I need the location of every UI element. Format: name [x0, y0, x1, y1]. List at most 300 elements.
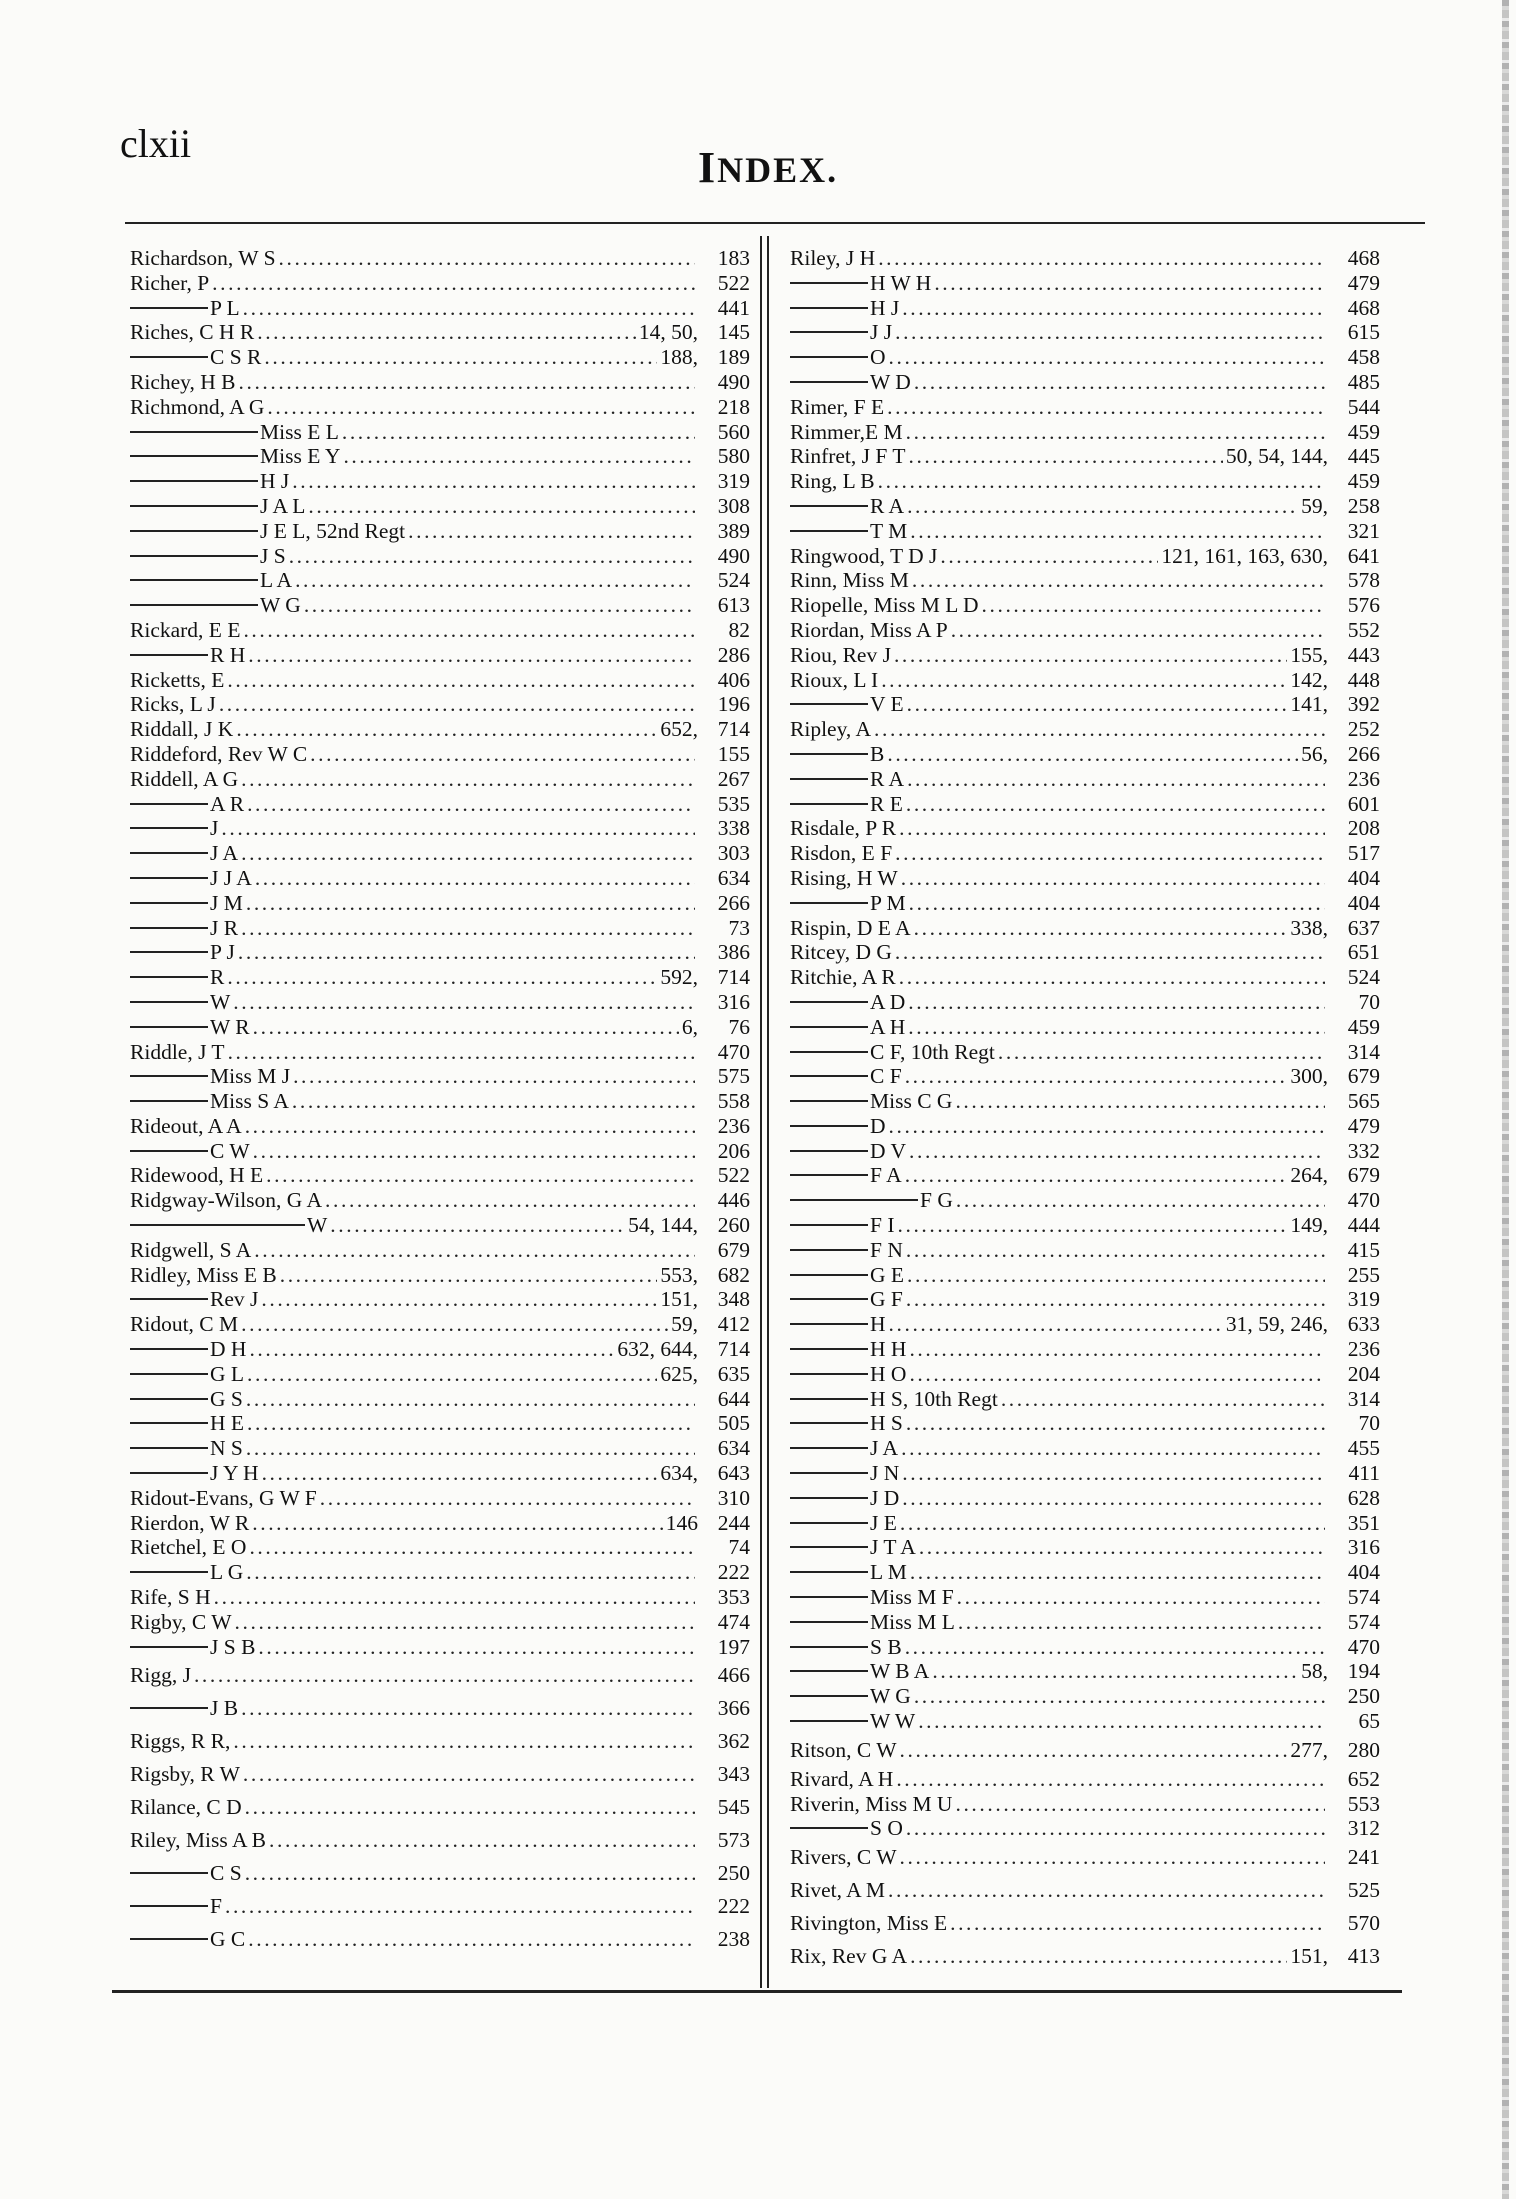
leader-dots [889, 1312, 1223, 1337]
entry-page: 332 [1347, 1138, 1380, 1163]
entry-name: Rigg, J [130, 1663, 191, 1688]
index-entry [790, 1767, 1380, 1792]
index-entry [790, 965, 1380, 990]
entry-extra-pages: 54, 144, [628, 1213, 698, 1238]
leader-dots [900, 1511, 1325, 1536]
leader-dots [261, 1287, 657, 1312]
entry-page: 70 [1358, 1411, 1380, 1436]
index-entry [790, 1387, 1380, 1412]
leader-dots [252, 1511, 663, 1536]
entry-name: F N [870, 1237, 903, 1262]
index-entry [130, 1610, 750, 1635]
leader-dots [887, 742, 1298, 767]
entry-page: 258 [1347, 493, 1380, 518]
entry-name: Riverin, Miss M U [790, 1791, 953, 1816]
leader-dots [255, 866, 695, 891]
entry-page: 714 [717, 717, 750, 742]
entry-extra-pages: 59, [1301, 493, 1328, 518]
entry-name: P M [870, 890, 906, 915]
ditto-dash [130, 1001, 208, 1003]
entry-name: W G [260, 593, 301, 618]
entry-name: H J [260, 469, 290, 494]
entry-name: Ricks, L J [130, 692, 216, 717]
leader-dots [895, 320, 1325, 345]
entry-page: 194 [1347, 1659, 1380, 1684]
leader-dots [956, 1188, 1325, 1213]
index-entry [130, 1857, 750, 1890]
ditto-dash [790, 307, 868, 309]
entry-page: 316 [717, 989, 750, 1014]
entry-name: A D [870, 989, 906, 1014]
entry-name: J E [870, 1510, 897, 1535]
leader-dots [243, 618, 695, 643]
entry-name: Miss M J [210, 1064, 291, 1089]
leader-dots [895, 841, 1325, 866]
entry-name: Ridley, Miss E B [130, 1262, 277, 1287]
ditto-dash [130, 431, 258, 433]
index-entry [130, 1089, 750, 1114]
entry-page: 389 [717, 518, 750, 543]
leader-dots [898, 1213, 1288, 1238]
entry-name: Riordan, Miss A P [790, 617, 948, 642]
entry-name: Miss E L [260, 419, 339, 444]
entry-extra-pages: 58, [1301, 1659, 1328, 1684]
index-entry [790, 792, 1380, 817]
index-entry [790, 1163, 1380, 1188]
entry-name: Riggs, R R, [130, 1729, 231, 1754]
index-entry [130, 1188, 750, 1213]
leader-dots [245, 1791, 695, 1824]
entry-name: H E [210, 1411, 245, 1436]
ditto-dash [130, 1224, 305, 1226]
entry-name: H [870, 1312, 886, 1337]
index-entry [130, 990, 750, 1015]
leader-dots [902, 296, 1325, 321]
leader-dots [909, 1139, 1325, 1164]
top-rule [125, 222, 1425, 224]
entry-page: 314 [1347, 1039, 1380, 1064]
index-entry [130, 1923, 750, 1956]
entry-name: Rigby, C W [130, 1609, 232, 1634]
entry-page: 613 [717, 593, 750, 618]
index-entry [790, 1792, 1380, 1817]
entry-name: W B A [870, 1659, 930, 1684]
index-entry [130, 1791, 750, 1824]
entry-name: Ritchie, A R [790, 965, 896, 990]
leader-dots [247, 1411, 695, 1436]
ditto-dash [790, 282, 868, 284]
index-entry [130, 940, 750, 965]
entry-page: 578 [1347, 568, 1380, 593]
index-entry [130, 1114, 750, 1139]
entry-page: 196 [717, 692, 750, 717]
ditto-dash [790, 1522, 868, 1524]
index-entry [790, 767, 1380, 792]
ditto-dash [790, 1249, 868, 1251]
ditto-dash [790, 1720, 868, 1722]
leader-dots [227, 965, 657, 990]
entry-page: 524 [717, 568, 750, 593]
entry-page: 250 [717, 1861, 750, 1886]
index-entry [130, 1535, 750, 1560]
ditto-dash [130, 654, 208, 656]
index-entry [790, 420, 1380, 445]
entry-name: Miss E Y [260, 444, 341, 469]
ditto-dash [130, 356, 208, 358]
leader-dots [293, 1064, 695, 1089]
entry-name: J R [210, 915, 239, 940]
entry-name: Ring, L B [790, 469, 875, 494]
entry-name: Riddell, A G [130, 766, 239, 791]
index-entry [130, 370, 750, 395]
index-entry [790, 1940, 1380, 1973]
entry-name: J E L, 52nd Regt [260, 518, 406, 543]
ditto-dash [790, 1670, 868, 1672]
index-entry [790, 742, 1380, 767]
entry-page: 682 [717, 1262, 750, 1287]
entry-name: R [210, 965, 225, 990]
entry-name: J N [870, 1461, 900, 1486]
entry-page: 386 [717, 940, 750, 965]
leader-dots [279, 246, 695, 271]
entry-page: 558 [717, 1089, 750, 1114]
entry-page: 652 [1347, 1766, 1380, 1791]
index-entry [790, 1535, 1380, 1560]
entry-page: 338 [717, 816, 750, 841]
entry-page: 353 [717, 1585, 750, 1610]
index-entry [130, 1163, 750, 1188]
entry-page: 524 [1347, 965, 1380, 990]
entry-page: 443 [1347, 642, 1380, 667]
ditto-dash [790, 1646, 868, 1648]
index-entry [790, 519, 1380, 544]
entry-page: 446 [717, 1188, 750, 1213]
entry-page: 455 [1347, 1436, 1380, 1461]
entry-name: Rivard, A H [790, 1766, 894, 1791]
entry-name: Riopelle, Miss M L D [790, 593, 979, 618]
ditto-dash [130, 1646, 208, 1648]
entry-page: 458 [1347, 345, 1380, 370]
leader-dots [998, 1040, 1325, 1065]
ditto-dash [130, 1398, 208, 1400]
index-entry [790, 1064, 1380, 1089]
ditto-dash [130, 455, 258, 457]
entry-page: 441 [717, 295, 750, 320]
entry-page: 70 [1358, 989, 1380, 1014]
leader-dots [894, 643, 1287, 668]
entry-page: 222 [717, 1894, 750, 1919]
ditto-dash [130, 480, 258, 482]
entry-page: 468 [1347, 246, 1380, 270]
leader-dots [258, 1635, 695, 1660]
entry-name: Richmond, A G [130, 394, 265, 419]
index-entry [790, 1089, 1380, 1114]
index-entry [790, 692, 1380, 717]
leader-dots [955, 1792, 1325, 1817]
index-entry [130, 618, 750, 643]
entry-page: 505 [717, 1411, 750, 1436]
entry-page: 319 [1347, 1287, 1380, 1312]
entry-name: Rimer, F E [790, 394, 885, 419]
index-entry [130, 246, 750, 271]
leader-dots [289, 544, 695, 569]
leader-dots [914, 916, 1288, 941]
index-entry [130, 1659, 750, 1692]
index-entry [130, 1337, 750, 1362]
ditto-dash [790, 1150, 868, 1152]
entry-page: 250 [1347, 1684, 1380, 1709]
entry-name: W G [870, 1684, 911, 1709]
index-entry [130, 568, 750, 593]
index-entry [790, 618, 1380, 643]
ditto-dash [790, 1398, 868, 1400]
entry-name: R E [870, 791, 903, 816]
leader-dots [906, 792, 1325, 817]
index-entry [130, 1387, 750, 1412]
ditto-dash [790, 381, 868, 383]
entry-page: 575 [717, 1064, 750, 1089]
leader-dots [905, 1064, 1288, 1089]
entry-name: H H [870, 1337, 907, 1362]
ditto-dash [130, 927, 208, 929]
entry-page: 459 [1347, 1014, 1380, 1039]
index-entry [130, 1213, 750, 1238]
index-entry [130, 1312, 750, 1337]
ditto-dash [130, 579, 258, 581]
ditto-dash [790, 1472, 868, 1474]
ditto-dash [130, 1422, 208, 1424]
leader-dots [909, 1362, 1325, 1387]
ditto-dash [130, 951, 208, 953]
leader-dots [932, 1659, 1298, 1684]
index-entry [130, 767, 750, 792]
leader-dots [888, 1874, 1325, 1907]
entry-extra-pages: 338, [1290, 915, 1328, 940]
leader-dots [342, 420, 695, 445]
entry-extra-pages: 625, [660, 1361, 698, 1386]
entry-page: 406 [717, 667, 750, 692]
index-entry [130, 1725, 750, 1758]
leader-dots [408, 519, 695, 544]
entry-name: W [210, 989, 231, 1014]
entry-page: 573 [717, 1828, 750, 1853]
entry-name: C S [210, 1861, 242, 1886]
entry-extra-pages: 264, [1290, 1163, 1328, 1188]
index-entry [130, 1511, 750, 1536]
ditto-dash [790, 902, 868, 904]
entry-name: Rivet, A M [790, 1878, 885, 1903]
entry-page: 628 [1347, 1485, 1380, 1510]
entry-page: 319 [717, 469, 750, 494]
entry-name: Ritson, C W [790, 1737, 897, 1762]
leader-dots [906, 1238, 1325, 1263]
entry-name: J B [210, 1696, 239, 1721]
ditto-dash [790, 1075, 868, 1077]
leader-dots [320, 1486, 695, 1511]
entry-name: P L [210, 295, 240, 320]
leader-dots [249, 1535, 695, 1560]
entry-page: 411 [1348, 1461, 1380, 1486]
entry-page: 189 [717, 345, 750, 370]
index-entry [790, 271, 1380, 296]
entry-page: 470 [1347, 1188, 1380, 1213]
entry-name: F [210, 1894, 222, 1919]
entry-page: 412 [717, 1312, 750, 1337]
index-entry [790, 990, 1380, 1015]
leader-dots [228, 1040, 695, 1065]
ditto-dash [130, 555, 258, 557]
entry-name: L G [210, 1560, 244, 1585]
entry-name: Miss M L [870, 1609, 955, 1634]
leader-dots [906, 1287, 1325, 1312]
ditto-dash [130, 1075, 208, 1077]
entry-name: L A [260, 568, 293, 593]
index-entry [790, 891, 1380, 916]
entry-page: 155 [717, 741, 750, 766]
leader-dots [221, 816, 695, 841]
index-entry [790, 1015, 1380, 1040]
ditto-dash [790, 803, 868, 805]
entry-name: Rigsby, R W [130, 1762, 240, 1787]
index-entry [790, 1734, 1380, 1767]
entry-page: 637 [1347, 915, 1380, 940]
index-entry [790, 866, 1380, 891]
index-entry [790, 320, 1380, 345]
entry-name: J T A [870, 1535, 916, 1560]
entry-name: Riddall, J K [130, 717, 234, 742]
column-divider [767, 236, 769, 1988]
leader-dots [907, 494, 1298, 519]
entry-page: 266 [717, 890, 750, 915]
entry-name: N S [210, 1436, 243, 1461]
entry-page: 643 [717, 1461, 750, 1486]
leader-dots [899, 816, 1325, 841]
index-entry [790, 370, 1380, 395]
entry-page: 266 [1347, 741, 1380, 766]
entry-page: 560 [717, 419, 750, 444]
index-entry [790, 1139, 1380, 1164]
leader-dots [910, 1940, 1287, 1973]
entry-name: R A [870, 493, 905, 518]
entry-page: 404 [1347, 865, 1380, 890]
entry-page: 76 [728, 1014, 750, 1039]
index-entry [790, 1287, 1380, 1312]
ditto-dash [790, 356, 868, 358]
entry-page: 236 [1347, 766, 1380, 791]
leader-dots [899, 965, 1325, 990]
entry-page: 145 [717, 320, 750, 345]
entry-extra-pages: 188, [660, 345, 698, 370]
index-entry [130, 1015, 750, 1040]
entry-page: 714 [717, 1337, 750, 1362]
entry-name: Miss S A [210, 1089, 289, 1114]
ditto-dash [790, 1026, 868, 1028]
entry-page: 468 [1347, 295, 1380, 320]
entry-extra-pages: 277, [1290, 1737, 1328, 1762]
index-entry [790, 1874, 1380, 1907]
index-entry [130, 1139, 750, 1164]
entry-page: 74 [728, 1535, 750, 1560]
entry-name: Rev J [210, 1287, 259, 1312]
entry-name: J S B [210, 1634, 256, 1659]
leader-dots [982, 593, 1325, 618]
leader-dots [906, 1816, 1325, 1841]
leader-dots [934, 271, 1325, 296]
index-entry [790, 593, 1380, 618]
leader-dots [909, 1337, 1325, 1362]
entry-page: 343 [717, 1762, 750, 1787]
index-entry [130, 841, 750, 866]
entry-page: 525 [1347, 1878, 1380, 1903]
leader-dots [906, 1411, 1325, 1436]
index-entry [790, 1114, 1380, 1139]
entry-extra-pages: 6, [681, 1014, 698, 1039]
entry-name: A R [210, 791, 245, 816]
entry-name: Ritcey, D G [790, 940, 892, 965]
ditto-dash [790, 1827, 868, 1829]
leader-dots [325, 1188, 695, 1213]
ditto-dash [790, 1497, 868, 1499]
ditto-dash [790, 1621, 868, 1623]
entry-page: 474 [717, 1609, 750, 1634]
index-entry [130, 1436, 750, 1461]
leader-dots [889, 345, 1325, 370]
entry-name: Ringwood, T D J [790, 543, 938, 568]
leader-dots [900, 1734, 1288, 1767]
index-entry [790, 568, 1380, 593]
leader-dots [940, 544, 1158, 569]
entry-page: 576 [1347, 593, 1380, 618]
entry-name: V E [870, 692, 904, 717]
leader-dots [246, 1560, 695, 1585]
ditto-dash [130, 1026, 208, 1028]
entry-name: J J A [210, 865, 252, 890]
leader-dots [906, 420, 1325, 445]
entry-page: 286 [717, 642, 750, 667]
index-entry [790, 1436, 1380, 1461]
entry-name: C F, 10th Regt [870, 1039, 995, 1064]
entry-name: Rilance, C D [130, 1795, 242, 1820]
entry-name: G C [210, 1927, 246, 1952]
entry-page: 392 [1347, 692, 1380, 717]
index-entry [130, 1040, 750, 1065]
index-entry [790, 1585, 1380, 1610]
ditto-dash [130, 877, 208, 879]
index-entry [790, 1362, 1380, 1387]
leader-dots [247, 1362, 657, 1387]
entry-page: 448 [1347, 667, 1380, 692]
entry-page: 255 [1347, 1262, 1380, 1287]
entry-name: J A L [260, 493, 306, 518]
index-entry [130, 692, 750, 717]
index-entry [790, 1312, 1380, 1337]
ditto-dash [130, 1100, 208, 1102]
entry-name: Rivers, C W [790, 1845, 897, 1870]
ditto-dash [790, 778, 868, 780]
leader-dots [878, 469, 1325, 494]
entry-name: H W H [870, 270, 932, 295]
leader-dots [246, 1436, 695, 1461]
entry-name: A H [870, 1014, 906, 1039]
index-entry [130, 1411, 750, 1436]
ditto-dash [790, 530, 868, 532]
entry-page: 415 [1347, 1237, 1380, 1262]
leader-dots [889, 1114, 1325, 1139]
index-entry [130, 1287, 750, 1312]
entry-name: R H [210, 642, 246, 667]
index-entry [790, 1635, 1380, 1660]
leader-dots [905, 1163, 1288, 1188]
